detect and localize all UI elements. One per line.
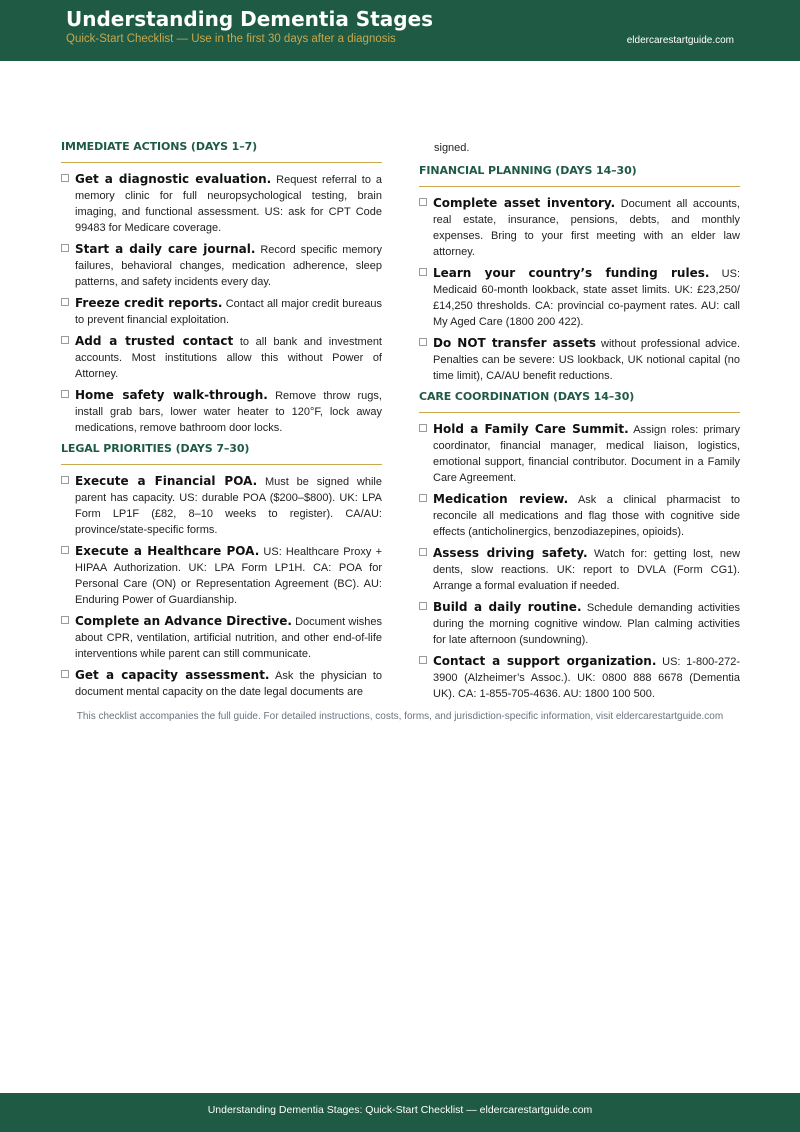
checkbox-icon[interactable] <box>419 656 427 664</box>
checkbox-icon[interactable] <box>419 494 427 502</box>
left-column <box>61 140 382 706</box>
checklist <box>61 473 382 700</box>
checkbox-icon[interactable] <box>61 244 69 252</box>
checklist-section <box>61 140 382 436</box>
checkbox-icon[interactable] <box>419 424 427 432</box>
checkbox-icon[interactable] <box>61 616 69 624</box>
checklist-item-title: Execute a Financial POA. <box>75 474 258 488</box>
checklist-item-text: to all bank and investment accounts. Most institutions allow this without Power of Attorney. <box>75 336 382 380</box>
checklist-item-title: Get a diagnostic evaluation. <box>75 172 272 186</box>
checklist <box>61 171 382 436</box>
checkbox-icon[interactable] <box>419 548 427 556</box>
checklist-item <box>61 171 382 236</box>
checklist-item-text: US: 1-800-272-3900 (Alzheimer’s Assoc.). UK: 0800 888 6678 (Dementia UK). CA: 1-855-705-4636. AU: 1800 100 500. <box>433 656 740 700</box>
page-footer <box>0 1093 800 1132</box>
checkbox-icon[interactable] <box>61 174 69 182</box>
checklist-item-title: Hold a Family Care Summit. <box>433 422 629 436</box>
checklist-item-text: Schedule demanding activities during the morning cognitive window. Plan calming activities for late afternoon (sundowning). <box>433 602 741 646</box>
checklist-item-text: Document wishes about CPR, ventilation, artificial nutrition, and other end-of-life interventions while parent can still communicate. <box>75 616 382 660</box>
checklist-item-text: Record specific memory failures, behavioral changes, medication adherence, sleep patterns, and safety incidents every day. <box>75 244 382 288</box>
checkbox-icon[interactable] <box>419 268 427 276</box>
checklist-item-title: Add a trusted contact <box>75 334 234 348</box>
checkbox-icon[interactable] <box>419 338 427 346</box>
checklist-section <box>61 442 382 700</box>
checkbox-icon[interactable] <box>61 390 69 398</box>
section-title: CARE COORDINATION (DAYS 14–30) <box>419 390 740 413</box>
checklist-item <box>419 335 740 384</box>
checklist-item <box>61 667 382 700</box>
checklist-item-title: Do NOT transfer assets <box>433 336 597 350</box>
checklist-item <box>419 491 740 540</box>
checklist-item <box>61 241 382 290</box>
right-column <box>419 140 740 708</box>
checklist-item-text: US: Healthcare Proxy + HIPAA Authorization. UK: LPA Form LP1H. CA: POA for Personal Care (ON) or Representation Agreement (BC). AU: Enduring Power of Guardianship. <box>75 546 382 606</box>
checkbox-icon[interactable] <box>61 298 69 306</box>
page-header <box>0 0 800 61</box>
checklist-item-text: Remove throw rugs, install grab bars, lower water heater to 120°F, lock away medications, remove bathroom door locks. <box>75 390 382 434</box>
checklist <box>419 195 740 384</box>
checklist-item-title: Learn your country’s funding rules. <box>433 266 710 280</box>
checklist-item-text: US: Medicaid 60-month lookback, state asset limits. UK: £23,250/£14,250 thresholds. CA: provincial co-payment rates. AU: call My Aged Care (1800 200 422). <box>433 268 741 328</box>
checkbox-icon[interactable] <box>61 546 69 554</box>
checklist-item-text: Must be signed while parent has capacity. US: durable POA ($200–$800). UK: LPA Form LP1F (£82, 8–10 weeks to register). CA/AU: province/state-specific forms. <box>75 476 382 536</box>
header-site-link[interactable]: eldercarestartguide.com <box>626 35 734 46</box>
checklist-item <box>419 653 740 702</box>
checklist-item <box>61 613 382 662</box>
checklist-item-title: Contact a support organization. <box>433 654 657 668</box>
checkbox-icon[interactable] <box>61 336 69 344</box>
checklist-item-text: Ask a clinical pharmacist to reconcile all medications and flag those with cognitive side effects (anticholinergics, benzodiazepines, opioids). <box>433 494 740 538</box>
checklist-item-text: Contact all major credit bureaus to prevent financial exploitation. <box>75 298 382 326</box>
page-title: Understanding Dementia Stages <box>66 7 434 31</box>
checklist-section <box>419 390 740 702</box>
checklist-item <box>419 421 740 486</box>
checklist-item-text: Request referral to a memory clinic for full neuropsychological testing, brain imaging, and functional assessment. US: ask for CPT Code 99483 for Medicare coverage. <box>75 174 382 234</box>
section-title: FINANCIAL PLANNING (DAYS 14–30) <box>419 164 740 187</box>
checklist-item <box>61 543 382 608</box>
page-subtitle: Quick-Start Checklist — Use in the first 30 days after a diagnosis <box>66 33 396 45</box>
checklist-item <box>419 599 740 648</box>
checklist-item <box>61 295 382 328</box>
checklist-item-title: Get a capacity assessment. <box>75 668 270 682</box>
section-title: IMMEDIATE ACTIONS (DAYS 1–7) <box>61 140 382 163</box>
checklist-item-title: Execute a Healthcare POA. <box>75 544 260 558</box>
checklist-item <box>61 333 382 382</box>
checklist-item-text: without professional advice. Penalties can be severe: US lookback, UK notional capital (no time limit), CA/AU benefit reductions. <box>433 338 740 382</box>
checklist-item-title: Complete an Advance Directive. <box>75 614 292 628</box>
checklist-item-text: Document all accounts, real estate, insurance, pensions, debts, and monthly expenses. Bring to your first meeting with an elder law attorney. <box>433 198 740 258</box>
checkbox-icon[interactable] <box>61 476 69 484</box>
checklist <box>419 421 740 702</box>
checklist-item <box>61 387 382 436</box>
checklist-item-title: Medication review. <box>433 492 569 506</box>
section-title: LEGAL PRIORITIES (DAYS 7–30) <box>61 442 382 465</box>
checklist-item <box>419 265 740 330</box>
checklist-item-title: Complete asset inventory. <box>433 196 616 210</box>
checkbox-icon[interactable] <box>61 670 69 678</box>
checkbox-icon[interactable] <box>419 198 427 206</box>
checklist-item-text: Ask the physician to document mental capacity on the date legal documents are <box>75 670 383 698</box>
checklist-section <box>419 164 740 384</box>
footer-text: Understanding Dementia Stages: Quick-Start Checklist — eldercarestartguide.com <box>207 1104 593 1116</box>
checklist-item-title: Home safety walk-through. <box>75 388 268 402</box>
checklist-item-text: Assign roles: primary coordinator, financial manager, medical liaison, logistics, emotional support, financial contributor. Document in a Family Care Agreement. <box>433 424 740 484</box>
footnote: This checklist accompanies the full guide. For detailed instructions, costs, forms, and jurisdiction-specific information, visit eldercarestartguide.com <box>76 711 724 722</box>
checklist-item-title: Assess driving safety. <box>433 546 588 560</box>
checklist-item-title: Start a daily care journal. <box>75 242 256 256</box>
checklist-item <box>419 195 740 260</box>
checklist-item-text: Watch for: getting lost, new dents, slow reactions. UK: report to DVLA (Form CG1). Arrange a formal evaluation if needed. <box>433 548 741 592</box>
checklist-item-title: Build a daily routine. <box>433 600 582 614</box>
checklist-item-title: Freeze credit reports. <box>75 296 223 310</box>
checklist-item <box>61 473 382 538</box>
checklist-item <box>419 545 740 594</box>
carryover-text: signed. <box>434 142 470 154</box>
checkbox-icon[interactable] <box>419 602 427 610</box>
